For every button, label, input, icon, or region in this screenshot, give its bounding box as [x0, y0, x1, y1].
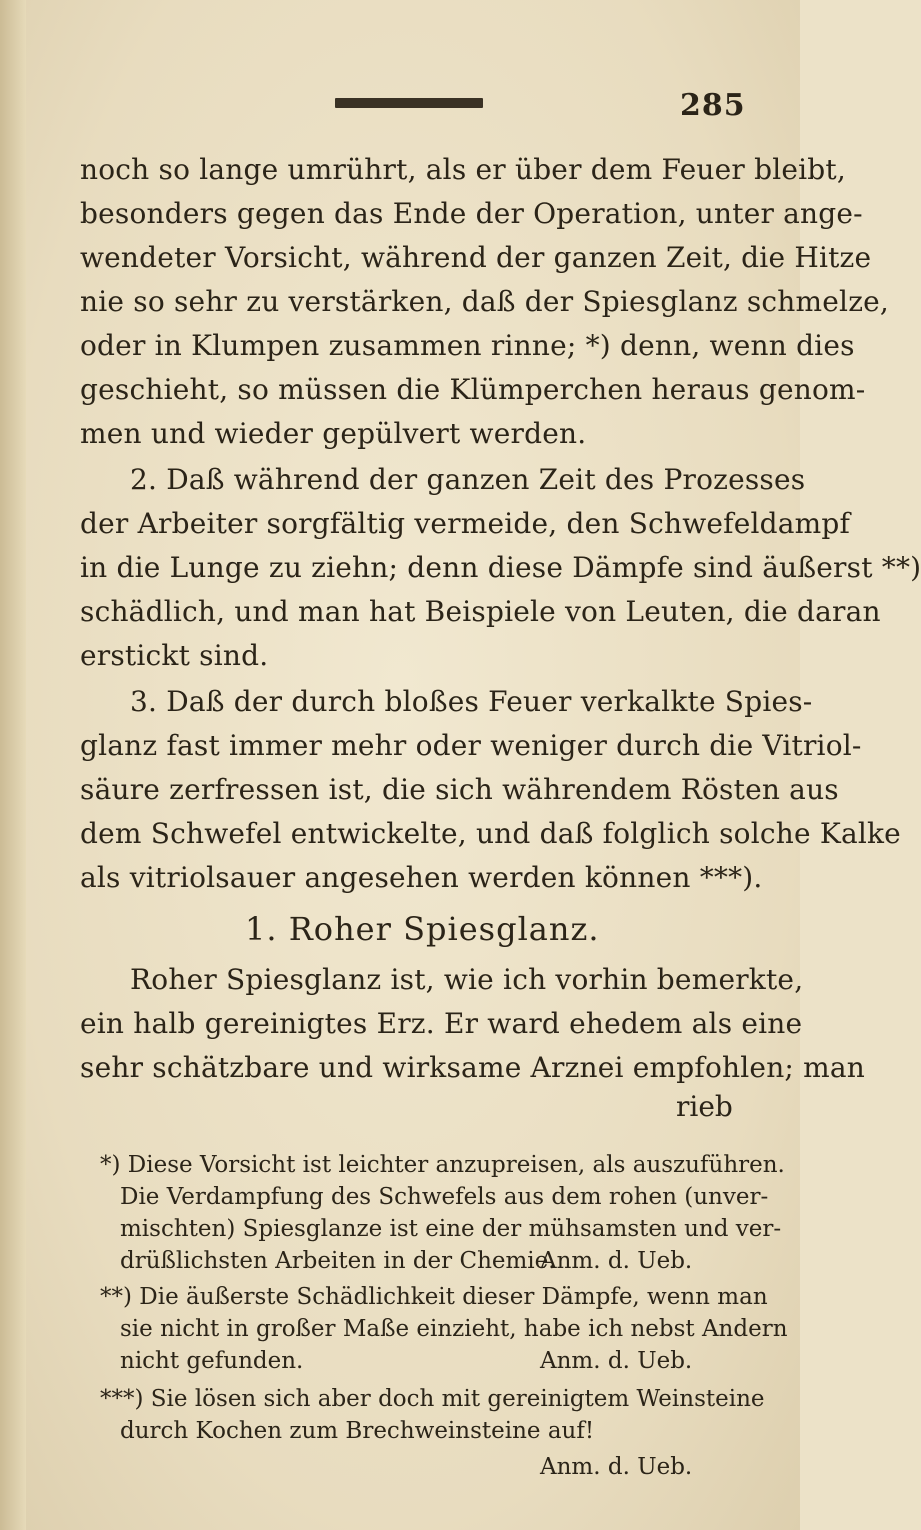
footnote-line: ***) Sie lösen sich aber doch mit gereinigtem Weinsteine — [100, 1386, 765, 1412]
catchword: rieb — [676, 1090, 733, 1123]
section-heading: 1. Roher Spiesglanz. — [245, 910, 600, 948]
body-line: dem Schwefel entwickelte, und daß folglich solche Kalke — [80, 817, 901, 850]
body-line: säure zerfressen ist, die sich währendem Rösten aus — [80, 773, 839, 806]
footnote-line: *) Diese Vorsicht ist leichter anzupreisen, als auszuführen. — [100, 1152, 785, 1178]
body-line: erstickt sind. — [80, 639, 269, 672]
body-line: wendeter Vorsicht, während der ganzen Zeit, die Hitze — [80, 241, 872, 274]
body-line: geschieht, so müssen die Klümperchen heraus genom- — [80, 373, 866, 406]
body-line: der Arbeiter sorgfältig vermeide, den Schwefeldampf — [80, 507, 851, 540]
body-line: schädlich, und man hat Beispiele von Leuten, die daran — [80, 595, 881, 628]
section-line: Roher Spiesglanz ist, wie ich vorhin bemerkte, — [130, 963, 804, 996]
page-number: 285 — [680, 88, 746, 123]
footnote-line: mischten) Spiesglanze ist eine der mühsamsten und ver- — [120, 1216, 782, 1242]
footnote-line: sie nicht in großer Maße einzieht, habe ich nebst Andern — [120, 1316, 788, 1342]
header-rule — [335, 98, 483, 108]
page-gutter — [0, 0, 26, 1530]
footnote-line: **) Die äußerste Schädlichkeit dieser Dämpfe, wenn man — [100, 1284, 768, 1310]
body-line: als vitriolsauer angesehen werden können ***). — [80, 861, 763, 894]
body-line: 3. Daß der durch bloßes Feuer verkalkte Spies- — [130, 685, 813, 718]
body-line: glanz fast immer mehr oder weniger durch die Vitriol- — [80, 729, 862, 762]
footnote-line: nicht gefunden. — [120, 1348, 304, 1374]
body-line: men und wieder gepülvert werden. — [80, 417, 587, 450]
body-line: oder in Klumpen zusammen rinne; *) denn, wenn dies — [80, 329, 855, 362]
footnote-line: Die Verdampfung des Schwefels aus dem rohen (unver- — [120, 1184, 769, 1210]
footnote-signature: Anm. d. Ueb. — [540, 1454, 693, 1480]
body-line: 2. Daß während der ganzen Zeit des Prozesses — [130, 463, 806, 496]
footnote-line: drüßlichsten Arbeiten in der Chemie. — [120, 1248, 556, 1274]
body-line: in die Lunge zu ziehn; denn diese Dämpfe sind äußerst **) — [80, 551, 921, 584]
footnote-line: durch Kochen zum Brechweinsteine auf! — [120, 1418, 595, 1444]
footnote-signature: Anm. d. Ueb. — [540, 1248, 693, 1274]
section-line: sehr schätzbare und wirksame Arznei empfohlen; man — [80, 1051, 866, 1084]
body-line: besonders gegen das Ende der Operation, unter ange- — [80, 197, 863, 230]
body-line: nie so sehr zu verstärken, daß der Spiesglanz schmelze, — [80, 285, 890, 318]
body-line: noch so lange umrührt, als er über dem Feuer bleibt, — [80, 153, 846, 186]
section-line: ein halb gereinigtes Erz. Er ward ehedem als eine — [80, 1007, 803, 1040]
footnote-signature: Anm. d. Ueb. — [540, 1348, 693, 1374]
